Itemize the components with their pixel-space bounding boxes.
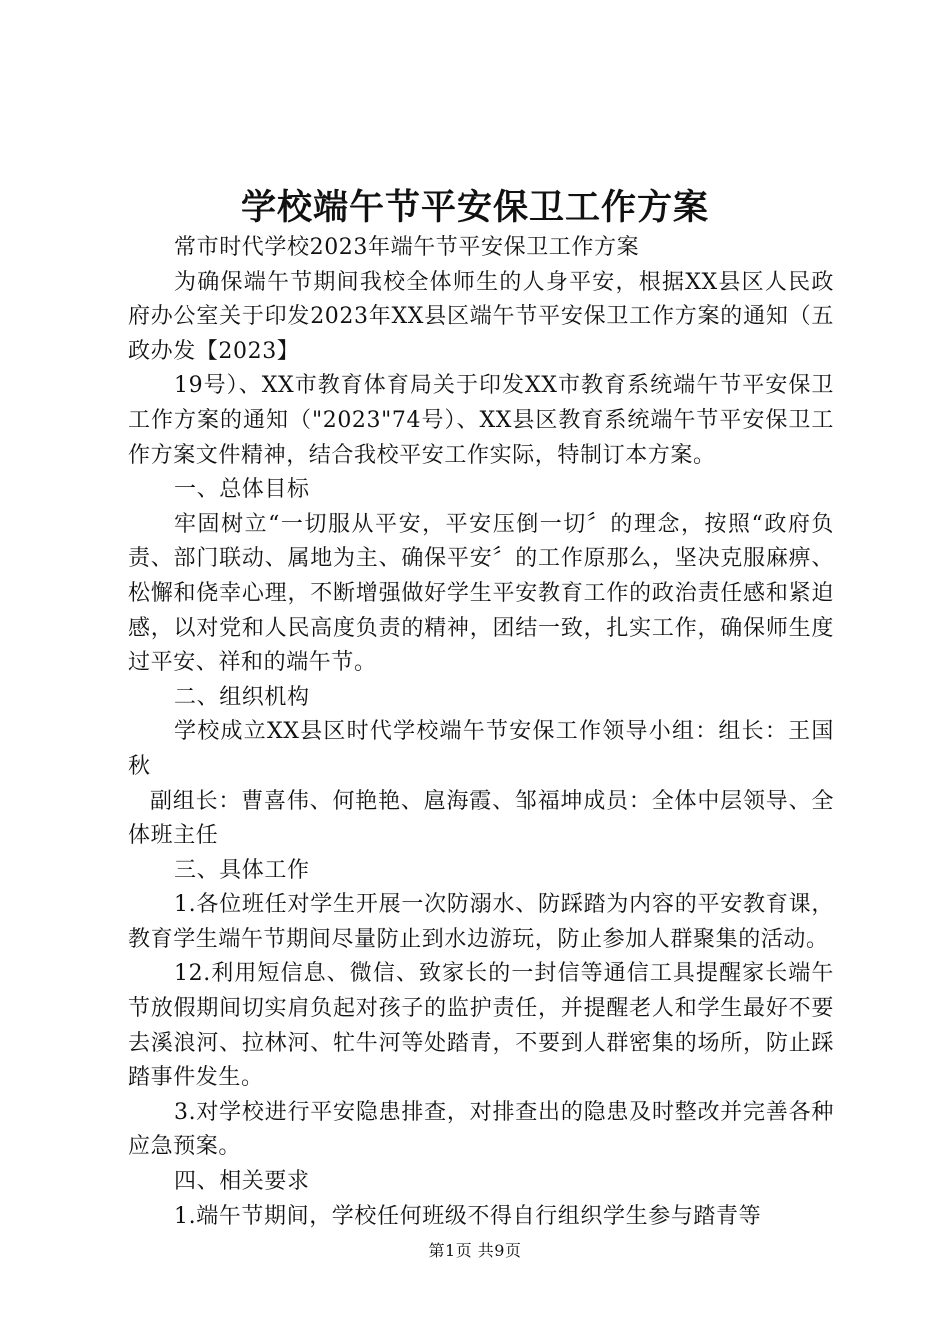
document-body xyxy=(128,231,834,1234)
paragraph-deputy-leaders: 副组长：曹喜伟、何艳艳、扈海霞、邹福坤成员：全体中层领导、全体班主任 xyxy=(128,788,834,849)
section-heading-organization: 二、组织机构 xyxy=(174,684,310,710)
paragraph-task-2: 12.利用短信息、微信、致家长的一封信等通信工具提醒家长端午节放假期间切实肩负起对孩子的监护责任，并提醒老人和学生最好不要去溪浪河、拉林河、牤牛河等处踏青，不要到人群密集的场所，防止踩踏事件发生。 xyxy=(128,961,834,1091)
paragraph-task-1: 1.各位班任对学生开展一次防溺水、防踩踏为内容的平安教育课，教育学生端午节期间尽量防止到水边游玩，防止参加人群聚集的活动。 xyxy=(128,892,834,952)
document-title: 学校端午节平安保卫工作方案 xyxy=(240,187,709,228)
section-heading-tasks: 三、具体工作 xyxy=(174,857,310,883)
page-footer: 第1页 共9页 xyxy=(428,1241,522,1260)
paragraph-subtitle: 常市时代学校2023年端午节平安保卫工作方案 xyxy=(174,235,640,260)
paragraph-organization: 学校成立XX县区时代学校端午节安保工作领导小组：组长：王国秋 xyxy=(128,719,834,779)
section-heading-requirements: 四、相关要求 xyxy=(174,1169,310,1195)
section-heading-goals: 一、总体目标 xyxy=(174,477,310,503)
paragraph-task-3: 3.对学校进行平安隐患排查，对排查出的隐患及时整改并完善各种应急预案。 xyxy=(128,1099,834,1160)
paragraph-intro: 为确保端午节期间我校全体师生的人身平安，根据XX县区人民政府办公室关于印发2023年XX县区端午节平安保卫工作方案的通知（五政办发【2023】 xyxy=(128,269,834,364)
paragraph-intro-continued: 19号）、XX市教育体育局关于印发XX市教育系统端午节平安保卫工作方案的通知（"2023"74号）、XX县区教育系统端午节平安保卫工作方案文件精神，结合我校平安工作实际，特制订本方案。 xyxy=(128,373,834,468)
paragraph-goals: 牢固树立“一切服从平安，平安压倒一切〞的理念，按照“政府负责、部门联动、属地为主、确保平安〞的工作原那么，坚决克服麻痹、松懈和侥幸心理，不断增强做好学生平安教育工作的政治责任感和紧迫感，以对党和人民高度负责的精神，团结一致，扎实工作，确保师生度过平安、祥和的端午节。 xyxy=(128,511,834,676)
paragraph-requirement-1: 1.端午节期间，学校任何班级不得自行组织学生参与踏青等 xyxy=(174,1203,762,1229)
